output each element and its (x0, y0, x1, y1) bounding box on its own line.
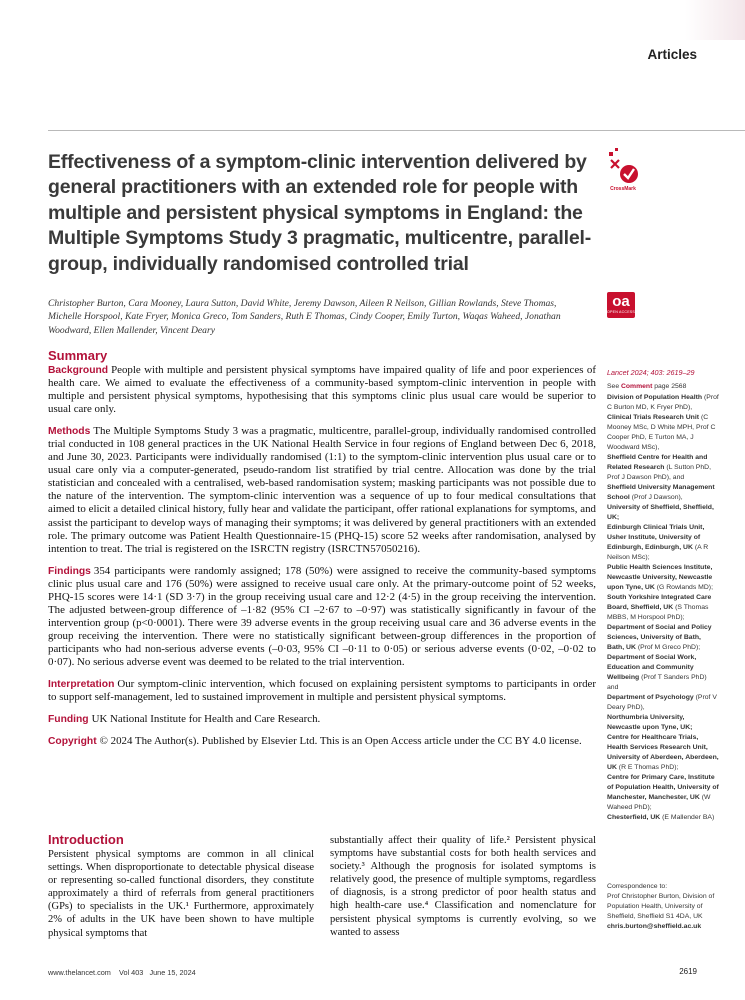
affiliation-item (607, 693, 719, 713)
affiliation-people: (W Waheed PhD); (607, 794, 711, 811)
copyright-label: Copyright (48, 736, 97, 748)
footer-info (48, 968, 196, 977)
affiliation-people: (L Sutton PhD, Prof J Dawson PhD), and (607, 464, 711, 481)
affiliation-institution: Department of Social Work, Education and Community Wellbeing (607, 654, 697, 681)
crossmark-icon[interactable] (605, 148, 641, 186)
footer-volume: Vol 403 (118, 968, 144, 977)
affiliation-item (607, 653, 719, 693)
affiliation-institution: Sheffield Centre for Health and Related Research (607, 454, 708, 471)
affiliation-people: (G Rowlands MD); (656, 584, 713, 591)
see-prefix: See (607, 383, 620, 390)
abstract-interpretation (48, 678, 596, 704)
introduction-column-1: Persistent physical symptoms are common in all clinical settings. When disproportionate to detectable physical disease or representing so-called functional disorders, they constitute approximately a third of referrals from general practitioners (GPs) to specialists in the UK.¹ Furthermore, approximately 2% of adults in the UK have been shown to have multiple physical symptoms that (48, 849, 314, 939)
affiliation-item (607, 713, 719, 733)
affiliation-item (607, 393, 719, 413)
open-access-sublabel: OPEN ACCESS (607, 310, 635, 314)
copyright-text: © 2024 The Author(s). Published by Elsevier Ltd. This is an Open Access article under the CC BY 4.0 license. (99, 735, 582, 748)
affiliation-people: (Prof M Greco PhD); (637, 644, 701, 651)
correspondence (607, 882, 719, 932)
abstract-findings (48, 565, 596, 669)
affiliation-institution: Centre for Healthcare Trials, Health Services Research Unit, University of Aberdeen, Aberdeen, UK (607, 734, 719, 771)
affiliation-institution: Northumbria University, Newcastle upon Tyne, UK; (607, 714, 693, 731)
findings-text: 354 participants were randomly assigned; 178 (50%) were assigned to receive the community-based symptoms clinic plus usual care and 176 (50%) were assigned to receive usual care only. At the primary-outcome point of 52 weeks, PHQ-15 scores were 14·1 (SD 3·7) in the group receiving usual care and 12·2 (4·5) in the group receiving the intervention. The adjusted between-group difference of –1·82 (95% CI –2·67 to –0·97) was statistically significantly in favour of the intervention group (p<0·0001). There were 39 adverse events in the group receiving usual care and 36 adverse events in the group receiving the intervention. There were no statistically significant between-group differences in the proportion of participants who had non-serious adverse events (–0·03, 95% CI –0·11 to 0·05) or serious adverse events (0·02, –0·02 to 0·07). No serious adverse event was deemed to be related to the trial intervention. (48, 564, 596, 668)
background-text: People with multiple and persistent physical symptoms have impaired quality of life and poor experiences of health care. We aimed to evaluate the effectiveness of a community-based symptom-clinic intervention in people with multiple and persistent physical symptoms, hypothesising that this symptoms clinic plus usual care would be superior to usual care only. (48, 364, 596, 416)
affiliation-people: (Prof V Deary PhD), (607, 694, 717, 711)
funding-label: Funding (48, 714, 89, 726)
abstract-funding (48, 713, 596, 726)
affiliation-institution: Sheffield University Management School (607, 484, 715, 501)
author-list: Christopher Burton, Cara Mooney, Laura Sutton, David White, Jeremy Dawson, Aileen R Neilson, Gillian Rowlands, Steve Thomas, Michelle Horspool, Kate Fryer, Monica Greco, Tom Sanders, Ruth E Thomas, Cindy Cooper, Emily Turton, Waqas Waheed, Jonathan Woodward, Ellen Mallender, Vincent Deary (48, 298, 561, 336)
page-number: 2619 (679, 967, 697, 976)
affiliation-institution: Centre for Primary Care, Institute of Population Health, University of Manchester, Manchester, UK (607, 774, 719, 801)
journal-citation: Lancet 2024; 403: 2619–29 (607, 368, 695, 377)
affiliation-item (607, 593, 719, 623)
affiliation-institution: Chesterfield, UK (607, 814, 661, 821)
abstract-background (48, 364, 596, 416)
affiliation-item (607, 813, 719, 823)
footer-date: June 15, 2024 (149, 968, 196, 977)
corner-accent (685, 0, 745, 40)
comment-page: page 2568 (654, 383, 687, 390)
introduction-heading: Introduction (48, 832, 124, 847)
article-title: Effectiveness of a symptom-clinic intervention delivered by general practitioners with an extended role for people with multiple and persistent physical symptoms in England: the Multiple Symptoms Study 3 pragmatic, multicentre, parallel-group, individually randomised controlled trial (48, 151, 591, 275)
affiliation-item (607, 523, 719, 563)
methods-label: Methods (48, 426, 91, 438)
affiliation-institution: Division of Population Health (607, 394, 703, 401)
affiliation-item (607, 623, 719, 653)
affiliation-institution: Edinburgh Clinical Trials Unit, Usher Institute, University of Edinburgh, Edinburgh, UK (607, 524, 705, 551)
affiliation-institution: Department of Social and Policy Sciences, University of Bath, Bath, UK (607, 624, 712, 651)
summary-heading: Summary (48, 348, 108, 363)
affiliations (607, 393, 719, 823)
affiliation-people: (E Mallender BA) (662, 814, 715, 821)
sidebar-citation (607, 368, 719, 390)
correspondence-email[interactable]: chris.burton@sheffield.ac.uk (607, 923, 702, 930)
affiliation-item (607, 563, 719, 593)
affiliation-item (607, 773, 719, 813)
affiliation-item (607, 483, 719, 503)
abstract-methods (48, 425, 596, 555)
affiliation-people: (C Mooney MSc, D White MPH, Prof C Cooper PhD, E Turton MA, J Woodward MSc), (607, 414, 716, 451)
affiliation-institution: Department of Psychology (607, 694, 694, 701)
funding-text: UK National Institute for Health and Care Research. (91, 713, 321, 726)
affiliation-institution: Public Health Sciences Institute, Newcastle University, Newcastle upon Tyne, UK (607, 564, 713, 591)
comment-link[interactable]: Comment (620, 383, 653, 390)
introduction-column-2: substantially affect their quality of life.² Persistent physical symptoms have substantial costs for both health services and society.³ Although the prognosis for isolated symptoms is relatively good, the presence of multiple symptoms, regardless of diagnosis, is a strong predictor of poor health status and high health-care use.⁴ Classification and nomenclature for persistent physical symptoms is currently evolving, so we wanted to assess (330, 835, 596, 938)
affiliation-people: (Prof T Sanders PhD) and (607, 674, 707, 691)
header-divider (48, 130, 745, 131)
correspondence-label: Correspondence to: (607, 883, 668, 890)
findings-label: Findings (48, 565, 91, 577)
background-label: Background (48, 365, 109, 376)
open-access-icon: oa (612, 293, 630, 310)
affiliation-people: (Prof J Dawson), (631, 494, 683, 501)
open-access-badge (607, 292, 635, 318)
affiliation-people: (S Thomas MBBS, M Horspool PhD); (607, 604, 709, 621)
affiliation-item (607, 733, 719, 773)
methods-text: The Multiple Symptoms Study 3 was a pragmatic, multicentre, parallel-group, individually randomised controlled trial conducted in 108 general practices in the UK National Health Service in four regions of England between Dec 6, 2018, and June 30, 2023. Participants were individually randomised (1:1) to the symptom-clinic intervention plus usual care or to usual care only via a computer-generated, pseudo-random list stratified by trial centre. Allocation was done by the trial statistician and concealed with a centralised, web-based randomisation system; masking participants was not possible due to the nature of the intervention. The symptom-clinic intervention was a sequence of up to four medical consultations that aimed to elicit a detailed clinical history, fully hear and validate the participant, offer rational explanations for symptoms, and assist the participant to develop ways of managing their symptoms; it was delivered by general practitioners with an extended role. The primary outcome was Patient Health Questionnaire-15 (PHQ-15) score 52 weeks after randomisation, analysed by intention to treat. The trial is registered on the ISRCTN registry (ISRCTN57050216). (48, 425, 596, 555)
section-label: Articles (647, 47, 697, 62)
affiliation-item (607, 413, 719, 453)
crossmark-label[interactable]: CrossMark (610, 186, 636, 192)
interpretation-text: Our symptom-clinic intervention, which focused on explaining persistent symptoms to participants in order to support self-management, led to sustained improvement in multiple and persistent physical symptoms. (48, 678, 596, 704)
abstract (48, 348, 596, 757)
affiliation-people: (R E Thomas PhD); (618, 764, 679, 771)
affiliation-institution: University of Sheffield, Sheffield, UK; (607, 504, 714, 521)
affiliation-item (607, 453, 719, 483)
affiliation-institution: Clinical Trials Research Unit (607, 414, 700, 421)
affiliation-institution: South Yorkshire Integrated Care Board, Sheffield, UK (607, 594, 712, 611)
abstract-copyright (48, 735, 596, 748)
footer-site[interactable]: www.thelancet.com (48, 968, 111, 977)
affiliation-item (607, 503, 719, 523)
interpretation-label: Interpretation (48, 679, 115, 691)
correspondence-address: Prof Christopher Burton, Division of Population Health, University of Sheffield, Sheffield S1 4DA, UK (607, 893, 715, 920)
affiliation-people: (A R Neilson MSc); (607, 544, 709, 561)
affiliation-people: (Prof C Burton MD, K Fryer PhD), (607, 394, 719, 411)
